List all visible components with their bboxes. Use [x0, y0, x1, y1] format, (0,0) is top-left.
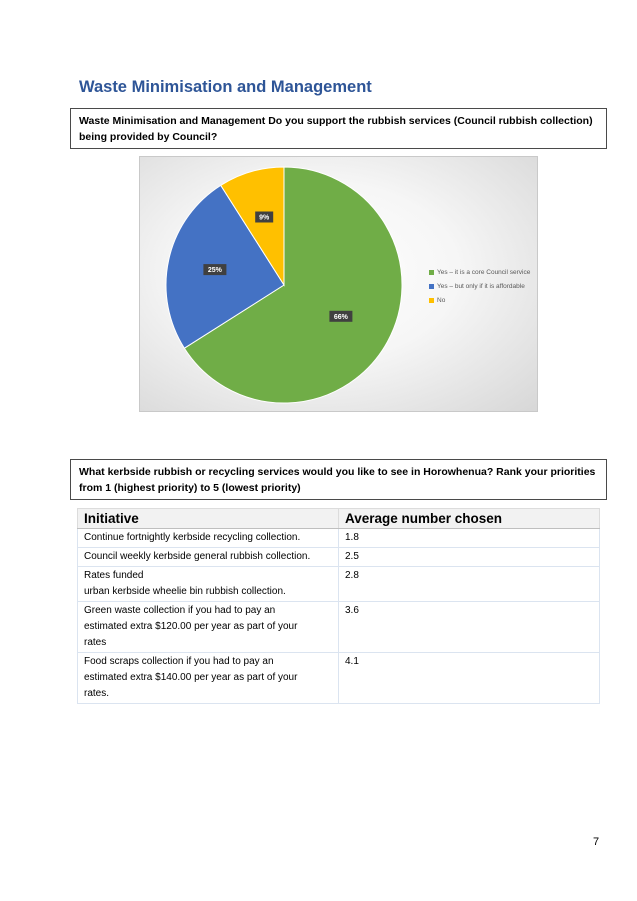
legend-item	[429, 265, 530, 279]
table-row	[78, 602, 600, 653]
initiative-cell	[78, 548, 339, 567]
initiative-text-line: urban kerbside wheelie bin rubbish collection.	[84, 586, 286, 597]
question-box-kerbside-services	[70, 459, 607, 500]
average-value-cell: 2.8	[339, 567, 600, 602]
table-body	[78, 529, 600, 704]
initiative-text-line: Food scraps collection if you had to pay an	[84, 656, 274, 667]
initiative-text-line: estimated extra $140.00 per year as part of your	[84, 672, 298, 683]
average-value-cell: 3.6	[339, 602, 600, 653]
legend-swatch	[429, 284, 434, 289]
data-label: 66%	[333, 313, 348, 321]
legend-label: Yes – but only if it is affordable	[437, 282, 525, 290]
column-header-average: Average number chosen	[339, 509, 600, 529]
section-heading: Waste Minimisation and Management	[79, 78, 372, 96]
question-text: What kerbside rubbish or recycling services would you like to see in Horowhenua? Rank your priorities from 1 (highest priority) to 5 (lowest priority)	[79, 466, 596, 494]
initiative-text-line: Council weekly kerbside general rubbish collection.	[84, 551, 311, 562]
initiative-text-line: rates	[84, 637, 107, 648]
page-number: 7	[593, 836, 600, 848]
data-label: 9%	[259, 214, 270, 222]
column-header-initiative: Initiative	[78, 509, 339, 529]
initiative-cell	[78, 602, 339, 653]
legend-label: No	[437, 296, 446, 304]
priority-ranking-table	[77, 508, 600, 704]
initiative-text-line: Continue fortnightly kerbside recycling collection.	[84, 532, 301, 543]
question-text: Waste Minimisation and Management Do you support the rubbish services (Council rubbish collection) being provided by Council?	[79, 115, 593, 143]
initiative-cell	[78, 529, 339, 548]
table-row	[78, 548, 600, 567]
initiative-cell	[78, 653, 339, 704]
pie-chart	[139, 156, 538, 412]
legend-swatch	[429, 298, 434, 303]
initiative-text-line: Rates funded	[84, 570, 144, 581]
chart-legend	[429, 265, 530, 307]
data-label: 25%	[207, 267, 222, 275]
legend-item	[429, 293, 530, 307]
table-row	[78, 529, 600, 548]
average-value-cell: 4.1	[339, 653, 600, 704]
initiative-cell	[78, 567, 339, 602]
table-row	[78, 653, 600, 704]
initiative-text-line: rates.	[84, 688, 110, 699]
table-header-row	[78, 509, 600, 529]
legend-item	[429, 279, 530, 293]
table-row	[78, 567, 600, 602]
average-value-cell: 2.5	[339, 548, 600, 567]
legend-label: Yes – it is a core Council service	[437, 268, 531, 276]
average-value-cell: 1.8	[339, 529, 600, 548]
legend-swatch	[429, 270, 434, 275]
question-box-rubbish-services	[70, 108, 607, 149]
initiative-text-line: estimated extra $120.00 per year as part of your	[84, 621, 298, 632]
initiative-text-line: Green waste collection if you had to pay an	[84, 605, 276, 616]
